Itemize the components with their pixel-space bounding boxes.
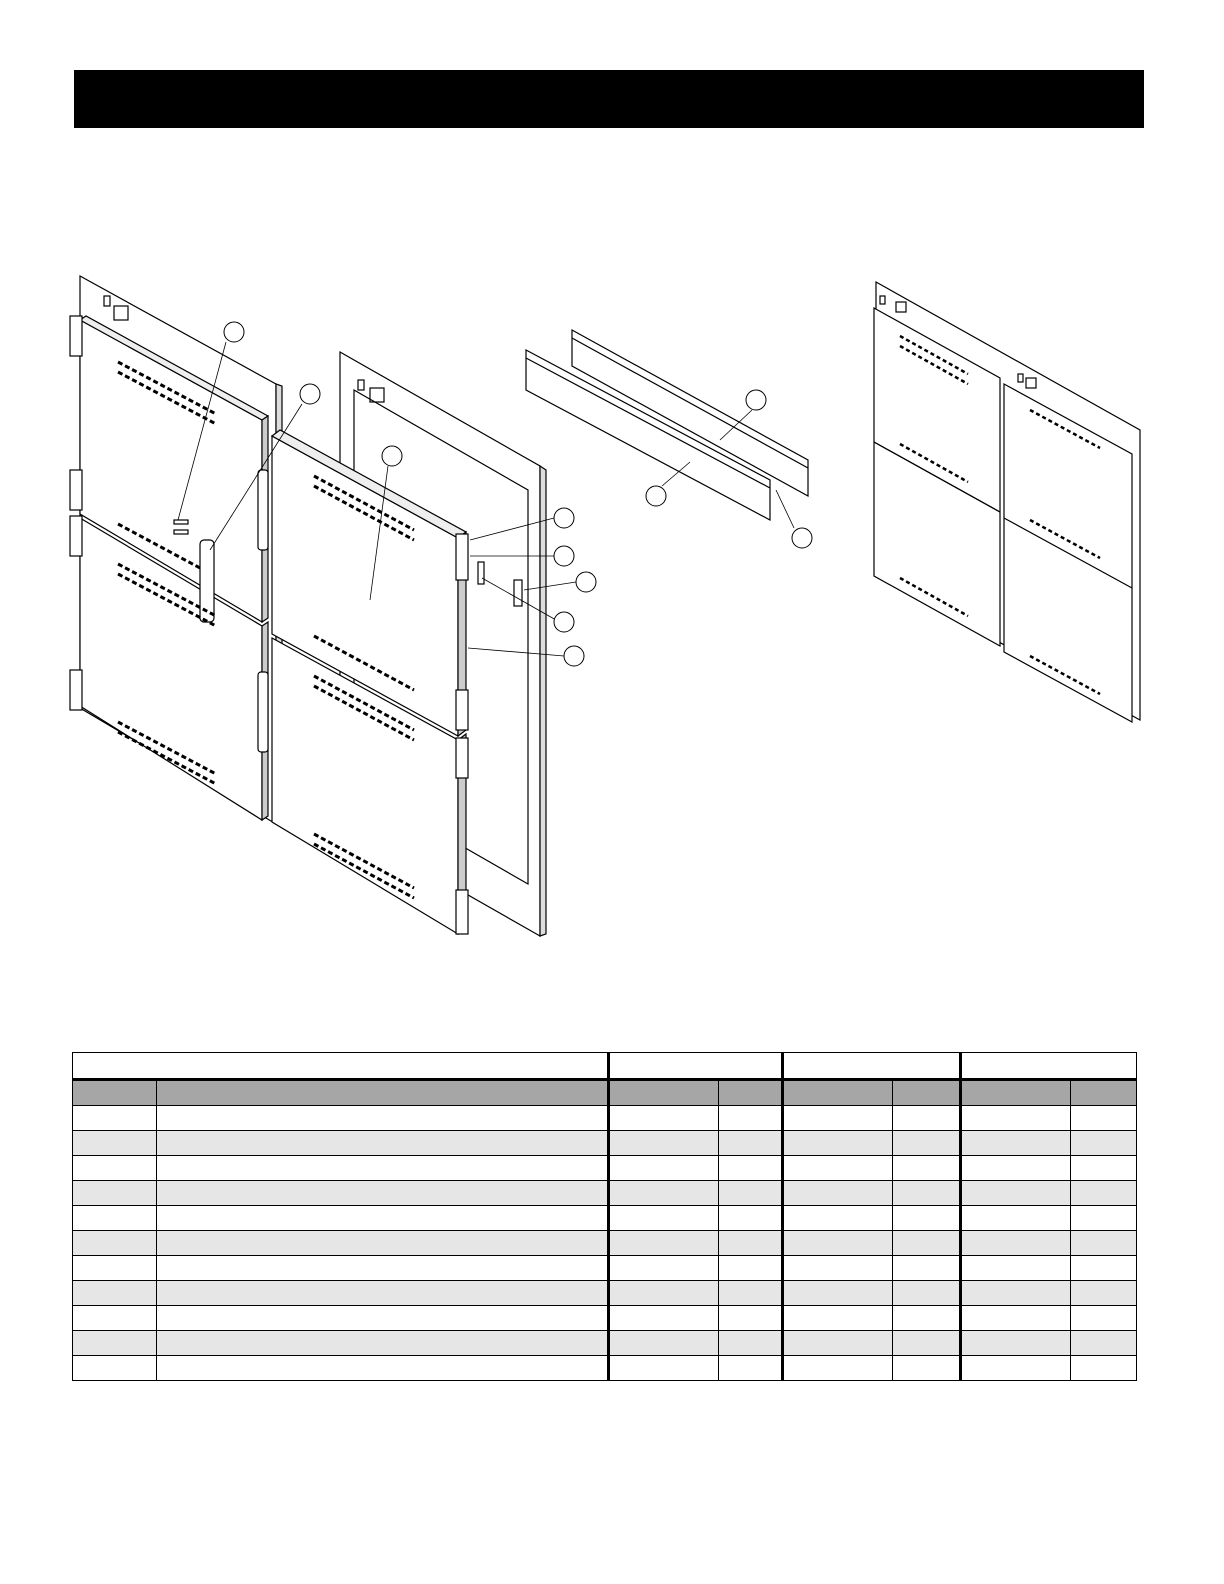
table-cell — [73, 1331, 157, 1356]
table-cell — [73, 1256, 157, 1281]
table-cell — [609, 1306, 719, 1331]
col-part-1 — [609, 1080, 719, 1106]
table-row — [73, 1256, 1137, 1281]
table-group-description — [73, 1053, 609, 1080]
table-cell — [73, 1356, 157, 1381]
table-cell — [719, 1181, 783, 1206]
table-cell — [893, 1256, 961, 1281]
table-group-model-3 — [961, 1053, 1137, 1080]
table-row — [73, 1181, 1137, 1206]
table-cell — [73, 1231, 157, 1256]
table-cell — [157, 1331, 609, 1356]
table-cell — [893, 1106, 961, 1131]
table-cell — [1071, 1331, 1137, 1356]
table-row — [73, 1131, 1137, 1156]
col-item — [73, 1080, 157, 1106]
table-cell — [783, 1131, 893, 1156]
table-cell — [609, 1206, 719, 1231]
table-cell — [719, 1281, 783, 1306]
table-cell — [893, 1356, 961, 1381]
table-cell — [783, 1231, 893, 1256]
table-cell — [609, 1256, 719, 1281]
table-cell — [1071, 1231, 1137, 1256]
col-part-3 — [961, 1080, 1071, 1106]
table-cell — [719, 1306, 783, 1331]
table-cell — [73, 1181, 157, 1206]
table-cell — [961, 1306, 1071, 1331]
table-cell — [1071, 1106, 1137, 1131]
table-cell — [157, 1356, 609, 1381]
table-cell — [783, 1156, 893, 1181]
col-part-2 — [783, 1080, 893, 1106]
table-cell — [719, 1131, 783, 1156]
table-cell — [1071, 1181, 1137, 1206]
table-cell — [157, 1106, 609, 1131]
table-row — [73, 1331, 1137, 1356]
table-cell — [609, 1356, 719, 1381]
table-cell — [783, 1356, 893, 1381]
table-cell — [1071, 1356, 1137, 1381]
table-cell — [609, 1231, 719, 1256]
table-cell — [157, 1156, 609, 1181]
table-cell — [1071, 1156, 1137, 1181]
table-cell — [783, 1206, 893, 1231]
table-cell — [961, 1281, 1071, 1306]
table-cell — [893, 1231, 961, 1256]
table-cell — [1071, 1256, 1137, 1281]
table-cell — [609, 1156, 719, 1181]
table-cell — [893, 1281, 961, 1306]
table-cell — [961, 1256, 1071, 1281]
rail-assembly — [526, 330, 808, 520]
table-cell — [719, 1206, 783, 1231]
table-cell — [783, 1306, 893, 1331]
table-cell — [719, 1331, 783, 1356]
table-cell — [783, 1106, 893, 1131]
table-group-model-1 — [609, 1053, 783, 1080]
page-header-bar — [74, 70, 1144, 128]
table-cell — [893, 1331, 961, 1356]
table-cell — [719, 1231, 783, 1256]
table-cell — [1071, 1131, 1137, 1156]
table-cell — [961, 1106, 1071, 1131]
table-cell — [961, 1356, 1071, 1381]
table-cell — [893, 1306, 961, 1331]
table-cell — [609, 1331, 719, 1356]
table-cell — [1071, 1281, 1137, 1306]
table-cell — [73, 1106, 157, 1131]
table-cell — [719, 1156, 783, 1181]
parts-list-table — [72, 1052, 1137, 1381]
table-cell — [609, 1131, 719, 1156]
table-cell — [609, 1181, 719, 1206]
table-row — [73, 1356, 1137, 1381]
table-cell — [157, 1131, 609, 1156]
table-cell — [961, 1131, 1071, 1156]
table-cell — [73, 1206, 157, 1231]
table-cell — [783, 1256, 893, 1281]
table-cell — [783, 1281, 893, 1306]
table-row — [73, 1231, 1137, 1256]
table-cell — [719, 1256, 783, 1281]
table-cell — [609, 1106, 719, 1131]
table-cell — [783, 1331, 893, 1356]
assembled-cabinet-view — [874, 282, 1140, 722]
table-cell — [157, 1206, 609, 1231]
table-cell — [893, 1181, 961, 1206]
table-cell — [961, 1181, 1071, 1206]
table-cell — [893, 1131, 961, 1156]
table-cell — [73, 1281, 157, 1306]
table-cell — [1071, 1306, 1137, 1331]
table-row — [73, 1156, 1137, 1181]
table-cell — [893, 1156, 961, 1181]
table-cell — [961, 1206, 1071, 1231]
table-cell — [609, 1281, 719, 1306]
col-qty-3 — [1071, 1080, 1137, 1106]
table-cell — [157, 1231, 609, 1256]
table-cell — [73, 1131, 157, 1156]
table-cell — [961, 1156, 1071, 1181]
table-row — [73, 1206, 1137, 1231]
table-cell — [961, 1231, 1071, 1256]
table-cell — [73, 1156, 157, 1181]
table-cell — [719, 1106, 783, 1131]
col-description — [157, 1080, 609, 1106]
table-cell — [893, 1206, 961, 1231]
table-cell — [1071, 1206, 1137, 1231]
table-row — [73, 1306, 1137, 1331]
table-cell — [157, 1256, 609, 1281]
table-cell — [157, 1181, 609, 1206]
table-cell — [961, 1331, 1071, 1356]
table-cell — [783, 1181, 893, 1206]
exploded-view-drawing — [0, 260, 1224, 950]
col-qty-1 — [719, 1080, 783, 1106]
table-cell — [157, 1306, 609, 1331]
table-cell — [73, 1306, 157, 1331]
table-group-model-2 — [783, 1053, 961, 1080]
table-row — [73, 1106, 1137, 1131]
col-qty-2 — [893, 1080, 961, 1106]
table-cell — [157, 1281, 609, 1306]
table-row — [73, 1281, 1137, 1306]
table-cell — [719, 1356, 783, 1381]
